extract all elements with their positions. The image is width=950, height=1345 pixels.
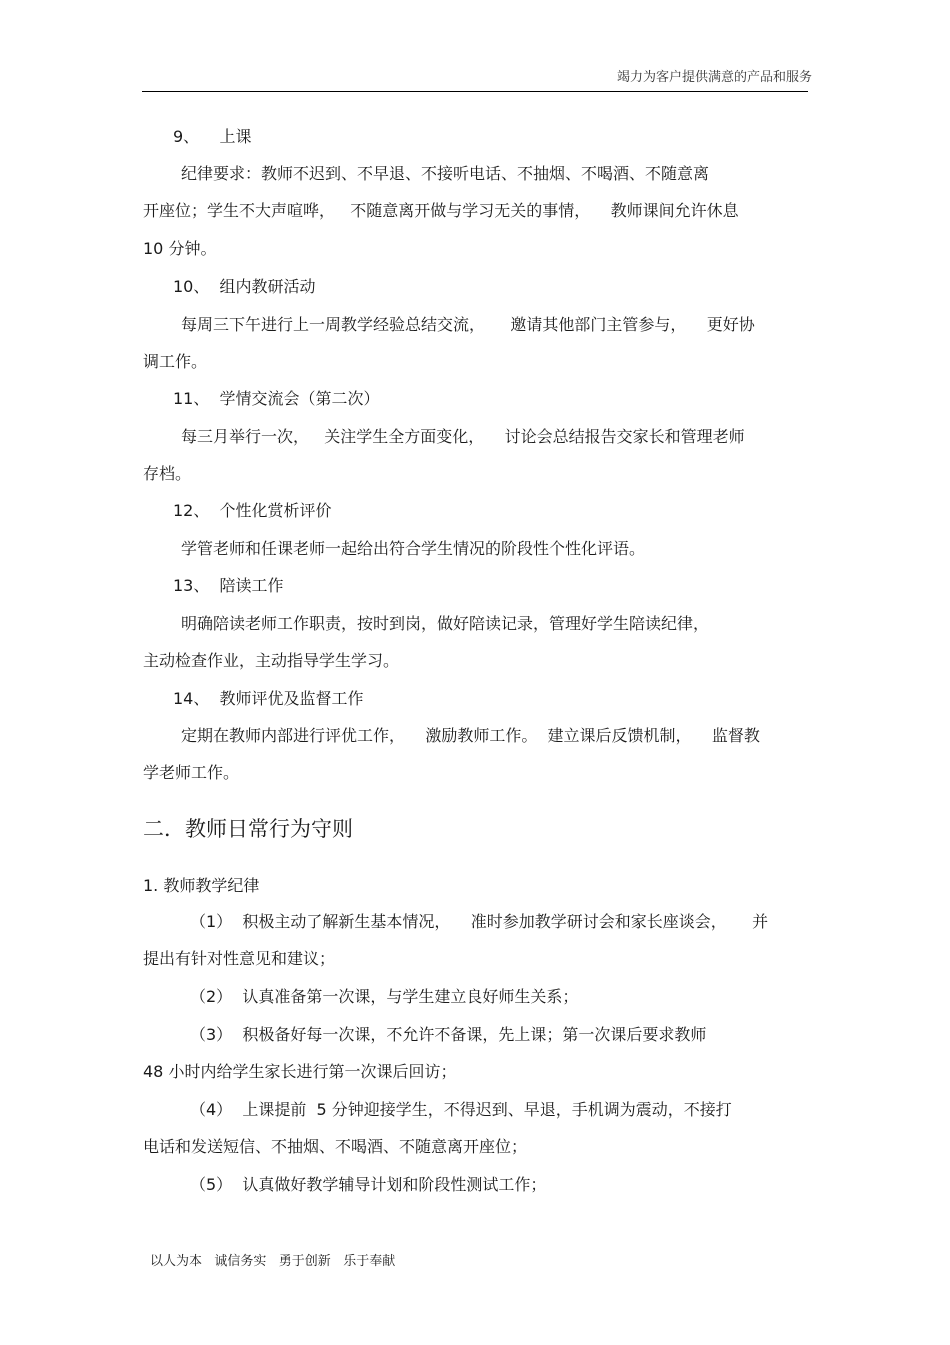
footer-motto: 以人为本 诚信务实 勇于创新 乐于奉献 — [150, 1254, 396, 1269]
paragraph-line: 10 分钟。 — [143, 239, 217, 258]
subsection-title: 1. 教师教学纪律 — [143, 876, 260, 895]
section-heading: 二．教师日常行为守则 — [143, 817, 353, 841]
paragraph-line: 学老师工作。 — [143, 763, 240, 782]
item-10-title: 10、 组内教研活动 — [173, 277, 316, 296]
paragraph-line: 48 小时内给学生家长进行第一次课后回访； — [143, 1062, 457, 1081]
item-11-title: 11、 学情交流会（第二次） — [173, 389, 380, 408]
paragraph-line: 每周三下午进行上一周教学经验总结交流， 邀请其他部门主管参与， 更好协 — [181, 315, 755, 334]
paragraph-line: 调工作。 — [143, 352, 208, 371]
paragraph-line: 电话和发送短信、不抽烟、不喝酒、不随意离开座位； — [143, 1137, 528, 1156]
header-divider — [142, 91, 808, 92]
paragraph-line: 每三月举行一次， 关注学生全方面变化， 讨论会总结报告交家长和管理老师 — [181, 427, 745, 446]
item-14-title: 14、 教师评优及监督工作 — [173, 689, 364, 708]
item-13-title: 13、 陪读工作 — [173, 576, 284, 595]
item-9-title: 9、 上课 — [173, 127, 252, 146]
paragraph-line: （3） 积极备好每一次课，不允许不备课，先上课；第一次课后要求教师 — [190, 1025, 707, 1044]
paragraph-line: 主动检查作业，主动指导学生学习。 — [143, 651, 400, 670]
paragraph-line: （2） 认真准备第一次课，与学生建立良好师生关系； — [190, 987, 579, 1006]
paragraph-line: 学管老师和任课老师一起给出符合学生情况的阶段性个性化评语。 — [181, 539, 646, 558]
item-12-title: 12、 个性化赏析评价 — [173, 501, 332, 520]
paragraph-line: 提出有针对性意见和建议； — [143, 949, 336, 968]
paragraph-line: 纪律要求：教师不迟到、不早退、不接听电话、不抽烟、不喝酒、不随意离 — [181, 164, 710, 183]
paragraph-line: （5） 认真做好教学辅导计划和阶段性测试工作； — [190, 1175, 547, 1194]
paragraph-line: 开座位；学生不大声喧哗， 不随意离开做与学习无关的事情， 教师课间允许休息 — [143, 201, 739, 220]
header-slogan: 竭力为客户提供满意的产品和服务 — [616, 70, 812, 85]
paragraph-line: （4） 上课提前 5 分钟迎接学生，不得迟到、早退，手机调为震动，不接打 — [190, 1100, 732, 1119]
paragraph-line: （1） 积极主动了解新生基本情况， 准时参加教学研讨会和家长座谈会， 并 — [190, 912, 769, 931]
paragraph-line: 明确陪读老师工作职责，按时到岗，做好陪读记录，管理好学生陪读纪律， — [181, 614, 710, 633]
paragraph-line: 定期在教师内部进行评优工作， 激励教师工作。 建立课后反馈机制， 监督教 — [181, 726, 760, 745]
paragraph-line: 存档。 — [143, 464, 192, 483]
